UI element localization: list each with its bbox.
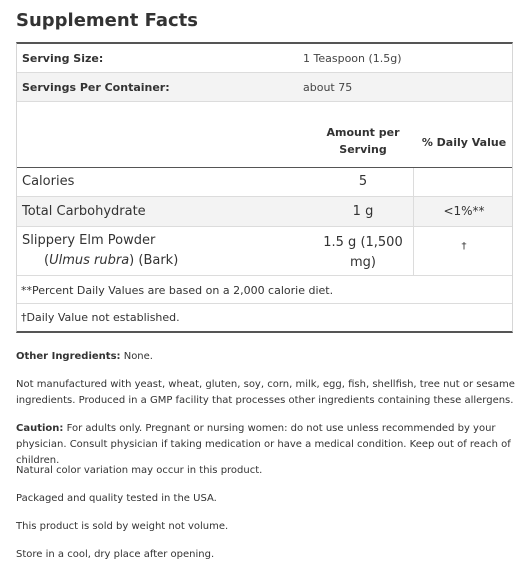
nutrient-latin-name: (Ulmus rubra) (Bark) bbox=[44, 253, 179, 268]
nutrient-amount: 5 bbox=[358, 174, 368, 189]
daily-value-header: % Daily Value bbox=[421, 136, 507, 149]
serving-size-value: 1 Teaspoon (1.5g) bbox=[303, 52, 402, 65]
servings-per-container-label: Servings Per Container: bbox=[22, 81, 170, 94]
nutrient-row-total-carbohydrate bbox=[17, 197, 512, 226]
nutrient-amount: 1 g bbox=[352, 204, 374, 219]
nutrient-name: Slippery Elm Powder bbox=[22, 233, 156, 248]
caution-statement: Caution: For adults only. Pregnant or nursing women: do not use unless recommended by your physician. Consult physician if taking medication or have a medical condition. Keep out of reach of children. bbox=[16, 423, 511, 466]
nutrient-name: Calories bbox=[22, 174, 75, 189]
weight-note: This product is sold by weight not volume. bbox=[16, 521, 229, 532]
nutrient-daily-value: <1%** bbox=[443, 204, 485, 218]
nutrient-amount: 1.5 g (1,500 mg) bbox=[323, 235, 403, 270]
footnote-daily-value-not-established: †Daily Value not established. bbox=[21, 311, 180, 324]
packaged-note: Packaged and quality tested in the USA. bbox=[16, 493, 217, 504]
allergen-statement: Not manufactured with yeast, wheat, gluten, soy, corn, milk, egg, fish, shellfish, tree nut or sesame ingredients. Produced in a GMP facility that processes other ingredients containing these allergens. bbox=[16, 379, 515, 406]
other-ingredients: Other Ingredients: None. bbox=[16, 351, 153, 362]
nutrient-row-slippery-elm bbox=[17, 227, 512, 275]
serving-size-label: Serving Size: bbox=[22, 52, 104, 65]
page-title: Supplement Facts bbox=[16, 10, 198, 31]
serving-size-row bbox=[17, 44, 512, 72]
amount-per-serving-header: Amount per Serving bbox=[326, 126, 400, 156]
column-header-row bbox=[17, 102, 512, 167]
nutrient-daily-value: † bbox=[461, 241, 467, 252]
footnote-percent-daily-values: **Percent Daily Values are based on a 2,000 calorie diet. bbox=[21, 284, 334, 297]
servings-per-container-value: about 75 bbox=[303, 81, 353, 94]
nutrient-name: Total Carbohydrate bbox=[22, 204, 146, 219]
supplement-facts-table bbox=[16, 42, 513, 333]
nutrient-row-calories bbox=[17, 168, 512, 196]
servings-per-container-row bbox=[17, 73, 512, 101]
storage-note: Store in a cool, dry place after opening. bbox=[16, 549, 215, 560]
color-variation-note: Natural color variation may occur in this product. bbox=[16, 465, 263, 476]
